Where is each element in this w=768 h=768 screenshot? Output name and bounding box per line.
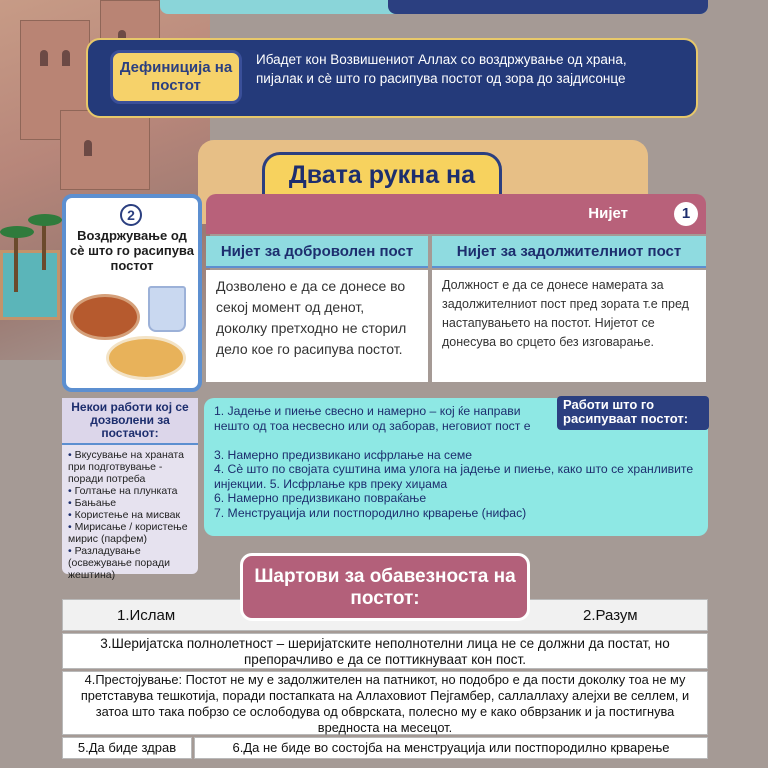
voluntary-text: Дозволено е да се донесе во секој момент од денот, доколку претходно не сторил дело кое го расипува постот. — [206, 270, 428, 382]
obligatory-heading: Нијет за задолжителниот пост — [432, 236, 706, 268]
list-item: • Користење на мисвак — [68, 509, 194, 521]
condition-puberty: 3.Шеријатска полнолетност – шеријатските неполнотелни лица не се должни да постат, но препорачливо е да се поттикнуваат кон пост. — [62, 633, 708, 669]
food-plate-icon — [106, 336, 186, 380]
list-item: • Бањање — [68, 497, 194, 509]
breaker-line: 4. Сè што по својата суштина има улога на јадење и пиење, како што се хранливите инјекции. 5. Исфрлање крв преку хиџама — [214, 462, 694, 491]
condition-residency: 4.Престојување: Постот не му е задолжителен на патникот, но подобро е да пости доколку тоа не му претставува тешкотија, поради постапката на Аллаховиот Пејгамбер, саллаллаху алејхи ве селлем, и затоа што така побрзо се ослободува од обврската, полесно му е како обврзаник и ја постигнува вредноста на месецот. — [62, 671, 708, 735]
list-item: • Голтање на плунката — [68, 485, 194, 497]
list-item: • Вкусување на храната при подготвување - поради потреба — [68, 449, 194, 485]
rukn-number-1: 1 — [674, 202, 698, 226]
allowed-things-panel — [62, 398, 198, 581]
nijet-label: Нијет — [588, 205, 628, 222]
condition-reason: 2.Разум — [583, 607, 638, 624]
list-item: • Разладување (освежување поради жештина) — [68, 545, 194, 581]
breaker-line: 6. Намерно предизвикано повраќање — [214, 491, 427, 505]
allowed-heading: Некои работи кој се дозволени за постачот: — [62, 398, 198, 445]
list-item: • Мирисање / користење мирис (парфем) — [68, 521, 194, 545]
nijet-header — [206, 194, 706, 234]
obligatory-text: Должност е да се донесе намерата за задолжителниот пост пред зората т.е пред настапувањето на постот. Нијетот се донесува во срцето без изговарање. — [432, 270, 706, 382]
condition-health: 5.Да биде здрав — [62, 737, 192, 759]
definition-panel — [86, 38, 698, 118]
water-glass-icon — [148, 286, 186, 332]
condition-menstruation: 6.Да не биде во состојба на менструација или постпородилно крварење — [194, 737, 708, 759]
allowed-list — [62, 445, 198, 581]
rukn-number-2: 2 — [120, 204, 142, 226]
breaker-line: 3. Намерно предизвикано исфрлање на семе — [214, 447, 473, 462]
breaker-line: 1. Јадење и пиење свесно и намерно – кој ќе направи нешто од тоа несвесно или од заборав, неговиот пост е — [214, 404, 531, 433]
rukn-abstain-card — [62, 194, 202, 392]
breaker-line: 7. Менструација или постпородилно крварење (нифас) — [214, 505, 527, 520]
definition-text: Ибадет кон Возвишениот Аллах со воздржување од храна, пијалак и сè што го расипува постот од зора до зајдисонце — [256, 52, 627, 86]
conditions-title: Шартови за обавезноста на постот: — [240, 553, 530, 621]
dates-bowl-icon — [70, 294, 140, 340]
top-banner — [160, 0, 708, 14]
voluntary-heading: Нијет за доброволен пост — [206, 236, 428, 268]
rukn-abstain-text: Воздржување од сè што го расипува постот — [70, 228, 194, 273]
condition-islam: 1.Ислам — [117, 607, 176, 624]
rukn-title: Двата рукна на — [262, 152, 502, 226]
definition-label: Дефиниција на постот — [110, 50, 242, 104]
breakers-badge: Работи што го расипуваат постот: — [557, 396, 709, 430]
breaker-lines — [214, 433, 704, 520]
